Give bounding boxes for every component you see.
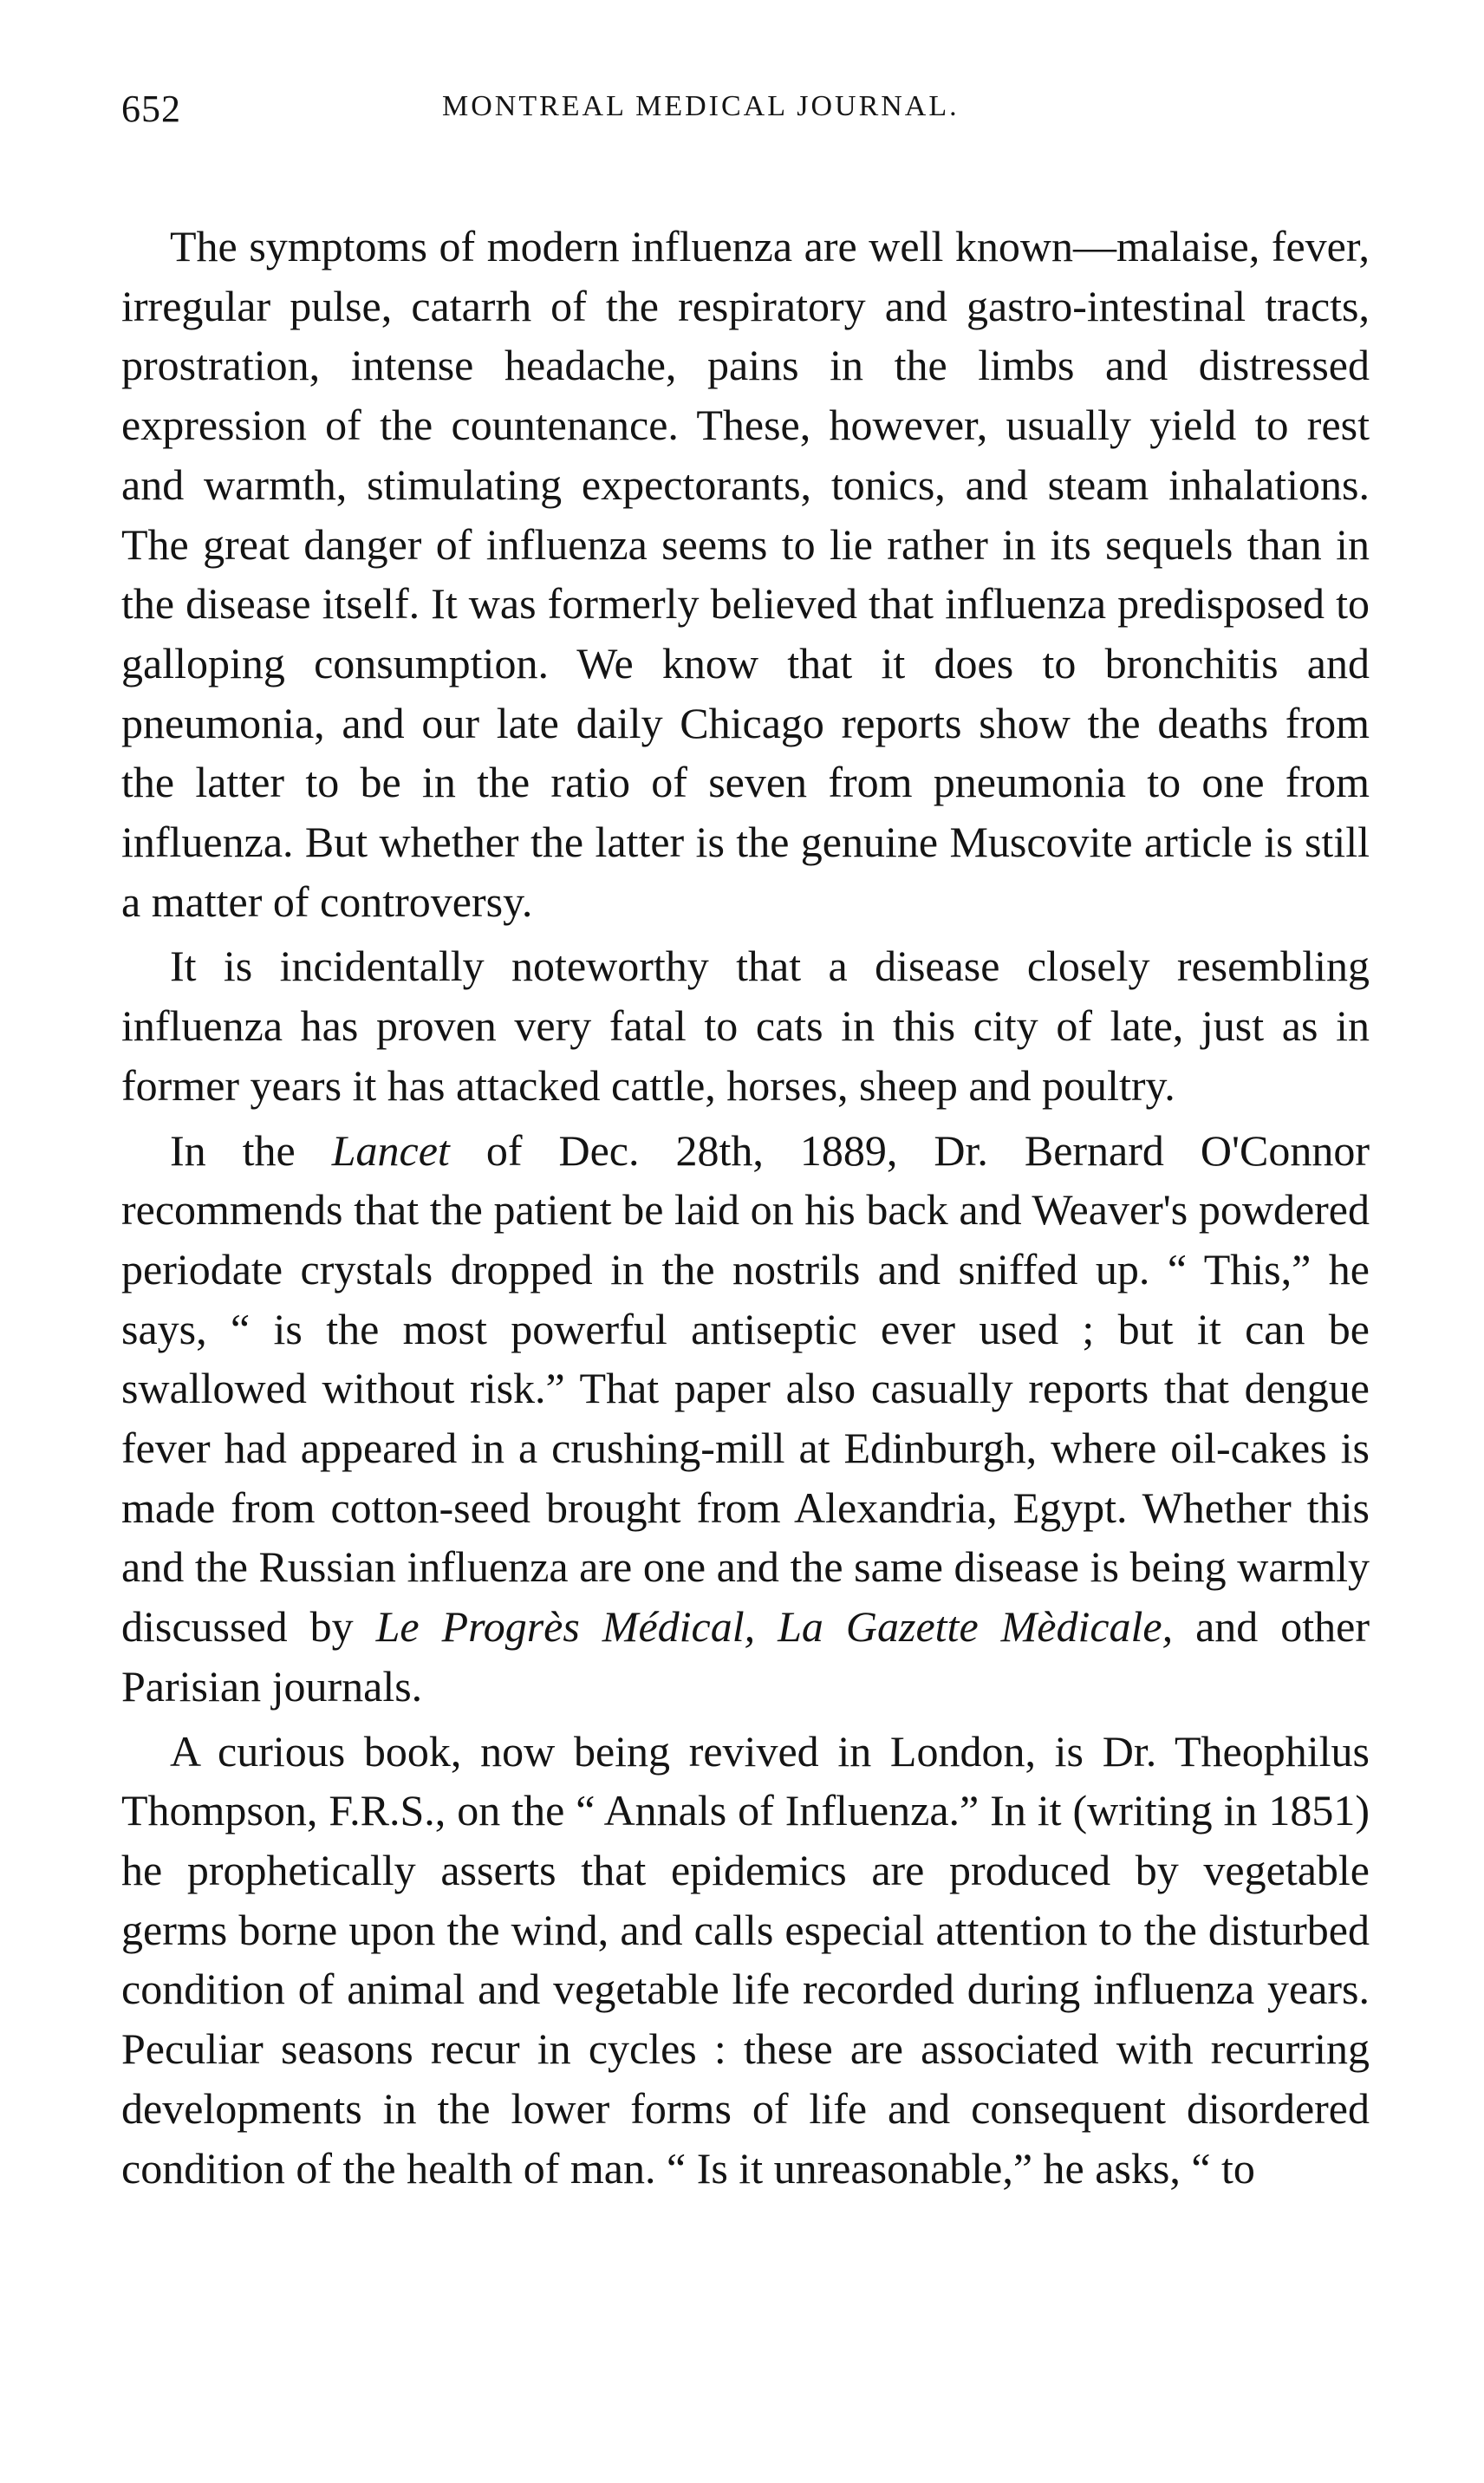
paragraph-annals-of-influenza: A curious book, now being revived in London, is Dr. Theophilus Thompson, F.R.S., on the “ Annals of Influenza.” In it (writing in 1851) he prophetically asserts that epidemics are produced by vegetable germs borne upon the wind, and calls especial attention to the disturbed condition of animal and vegetable life recorded during influenza years. Peculiar seasons recur in cycles : these are associated with recurring developments in the lower forms of life and consequent disordered condition of the health of man. “ Is it unreasonable,” he asks, “ to (121, 1726, 1370, 2193)
progres-medical-title: Le Progrès Médical, (375, 1602, 756, 1652)
gazette-medicale-title: La Gazette Mèdicale, (778, 1602, 1174, 1652)
journal-title: MONTREAL MEDICAL JOURNAL. (442, 90, 960, 122)
article-body (121, 217, 1370, 2198)
text-run: In the (170, 1125, 332, 1175)
lancet-title: Lancet (331, 1125, 450, 1175)
text-run: of Dec. 28th, 1889, Dr. Bernard O'Connor recommends that the patient be laid on his back and Weaver's powdered periodate crystals dropped in the nostrils and sniffed up. “ This,” he says, “ is the most powerful antiseptic ever used ; but it can be swallowed without risk.” That paper also casually reports that dengue fever had appeared in a crushing-mill at Edinburgh, where oil-cakes is made from cotton-seed brought from Alexandria, Egypt. Whether this and the Russian influenza are one and the same disease is being warmly discussed by (121, 1125, 1370, 1652)
paragraph-influenza-symptoms: The symptoms of modern influenza are well known—malaise, fever, irregular pulse, catarrh of the respiratory and gastro-intestinal tracts, prostration, intense headache, pains in the limbs and distressed expression of the countenance. These, however, usually yield to rest and warmth, stimulating expectorants, tonics, and steam inhalations. The great danger of influenza seems to lie rather in its sequels than in the disease itself. It was formerly believed that influenza predisposed to galloping consumption. We know that it does to bronchitis and pneumonia, and our late daily Chicago reports show the deaths from the latter to be in the ratio of seven from pneumonia to one from influenza. But whether the latter is the genuine Muscovite article is still a matter of controversy. (121, 222, 1370, 926)
text-run: and other Parisian journals. (121, 1602, 1370, 1711)
text-run (755, 1602, 778, 1651)
journal-page (121, 87, 1370, 2198)
paragraph-cats-disease: It is incidentally noteworthy that a disease closely resembling influenza has proven very fatal to cats in this city of late, just as in former years it has attacked cattle, horses, sheep and poultry. (121, 942, 1370, 1110)
page-number: 652 (121, 88, 181, 130)
paragraph-lancet-report (121, 1121, 1370, 1717)
running-head (121, 87, 1370, 139)
